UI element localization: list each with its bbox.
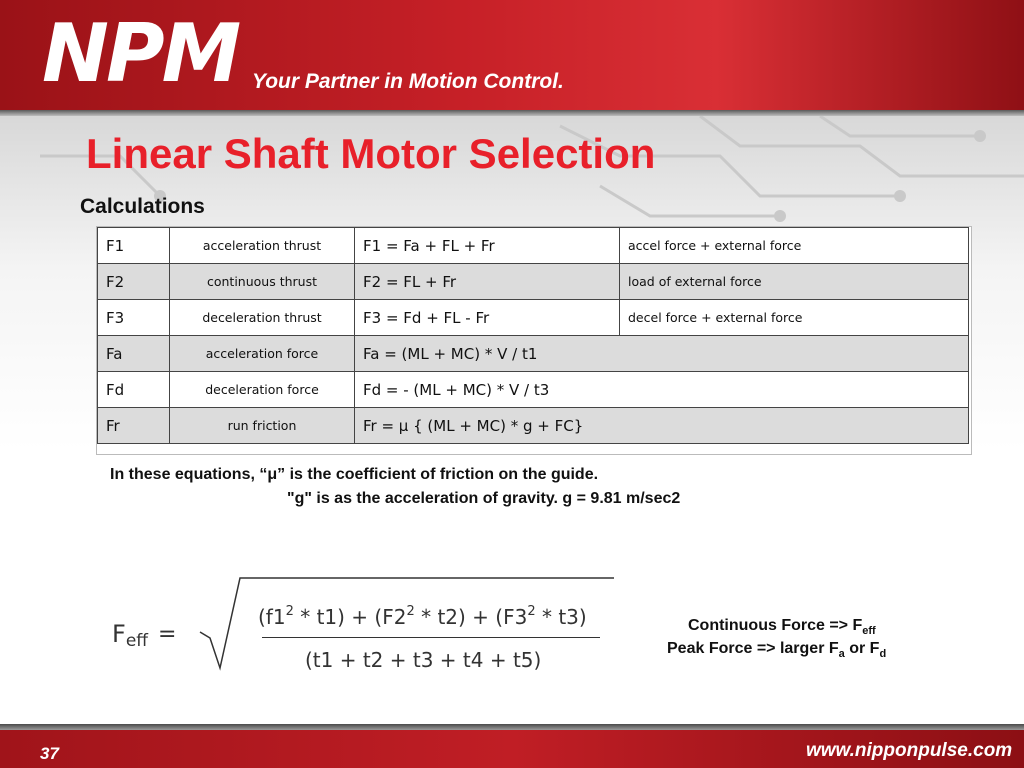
name-cell: acceleration thrust — [170, 228, 355, 264]
name-cell: acceleration force — [170, 336, 355, 372]
header-banner — [0, 0, 1024, 110]
website-url: www.nipponpulse.com — [806, 740, 1013, 761]
calculations-table — [96, 226, 972, 455]
fraction-bar — [262, 637, 600, 638]
table-row — [98, 228, 969, 264]
formula-cell: Fr = μ { (ML + MC) * g + FC} — [355, 408, 969, 444]
continuous-force-label: Continuous Force => $F_{eff}$ — [688, 617, 876, 638]
slide-title: Linear Shaft Motor Selection — [86, 130, 656, 177]
description-cell: accel force + external force — [620, 228, 969, 264]
gravity-note: "g" is as the acceleration of gravity. g = 9.81 m/sec2 — [287, 490, 681, 507]
symbol-cell: Fa — [98, 336, 170, 372]
npm-logo: NPM — [42, 7, 239, 100]
friction-note: In these equations, “μ” is the coefficient of friction on the guide. — [110, 466, 599, 483]
formula-numerator: $(f1^2 * t1) + (F2^2 * t2) + (F3^2 * t3)$ — [258, 604, 587, 629]
formula-cell: F1 = Fa + FL + Fr — [355, 228, 620, 264]
formula-cell: F3 = Fd + FL - Fr — [355, 300, 620, 336]
section-heading: Calculations — [80, 195, 205, 218]
formula-lhs: $F_{eff}$ — [112, 620, 148, 651]
symbol-cell: F3 — [98, 300, 170, 336]
description-cell: decel force + external force — [620, 300, 969, 336]
formula-cell: Fd = - (ML + MC) * V / t3 — [355, 372, 969, 408]
name-cell: deceleration thrust — [170, 300, 355, 336]
name-cell: deceleration force — [170, 372, 355, 408]
formula-cell: F2 = FL + Fr — [355, 264, 620, 300]
symbol-cell: F2 — [98, 264, 170, 300]
equals-sign: = — [158, 622, 177, 647]
name-cell: continuous thrust — [170, 264, 355, 300]
symbol-cell: Fd — [98, 372, 170, 408]
table-row — [98, 408, 969, 444]
page-number: 37 — [40, 744, 59, 763]
table-row — [98, 300, 969, 336]
symbol-cell: F1 — [98, 228, 170, 264]
table-row — [98, 372, 969, 408]
peak-force-label: Peak Force => larger $F_a$ or $F_d$ — [667, 640, 887, 661]
name-cell: run friction — [170, 408, 355, 444]
symbol-cell: Fr — [98, 408, 170, 444]
table-row — [98, 264, 969, 300]
description-cell: load of external force — [620, 264, 969, 300]
formula-cell: Fa = (ML + MC) * V / t1 — [355, 336, 969, 372]
table-row — [98, 336, 969, 372]
tagline: Your Partner in Motion Control. — [252, 70, 564, 93]
formula-denominator: (t1 + t2 + t3 + t4 + t5) — [305, 648, 542, 672]
